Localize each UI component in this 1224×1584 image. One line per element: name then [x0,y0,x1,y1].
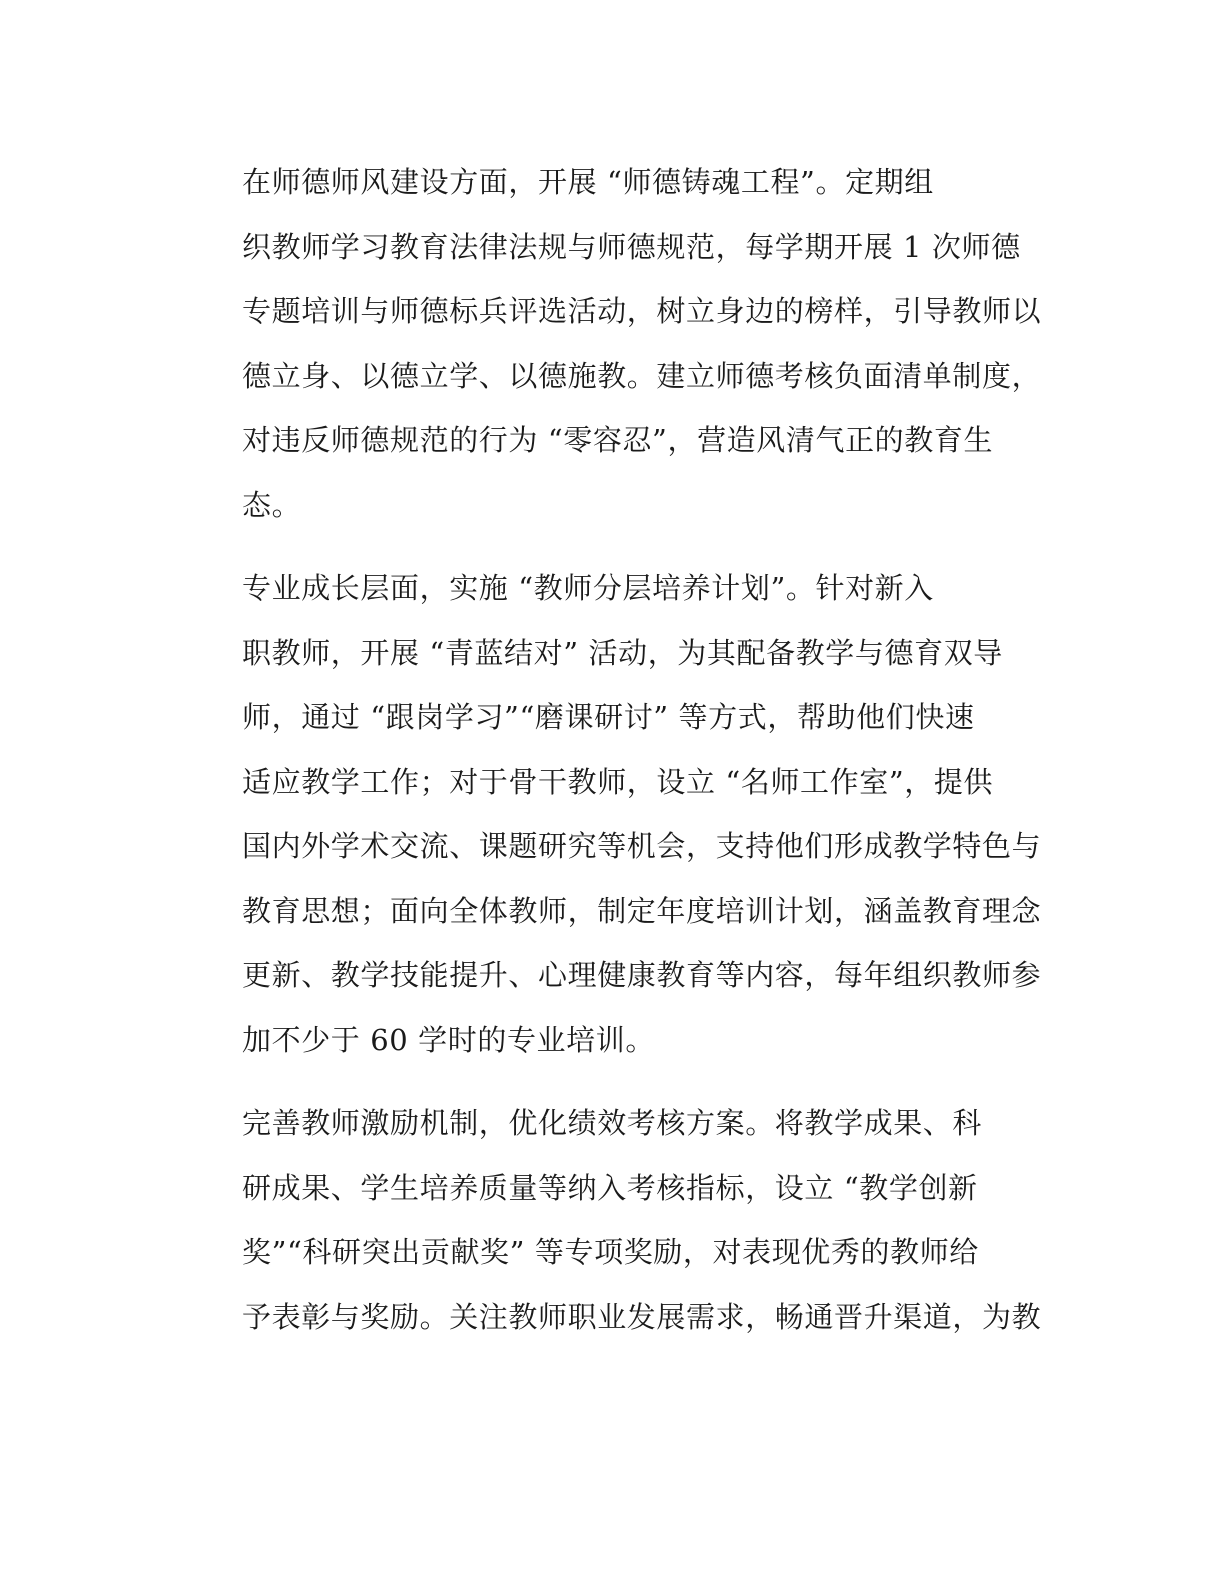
text-line: 职教师，开展 “青蓝结对” 活动，为其配备教学与德育双导 [242,635,1003,670]
text-line: 对违反师德规范的行为 “零容忍”，营造风清气正的教育生 [242,423,994,457]
text-line: 加不少于 60 学时的专业培训。 [242,1022,655,1057]
text-line: 教育思想；面向全体教师，制定年度培训计划，涵盖教育理念 [242,893,1042,928]
paragraph-incentive-mechanism [180,1091,1042,1349]
document-body [180,150,1042,1368]
text-line: 适应教学工作；对于骨干教师，设立 “名师工作室”，提供 [242,764,994,799]
text-line: 在师德师风建设方面，开展 “师德铸魂工程”。定期组 [242,165,934,199]
text-line: 德立身、以德立学、以德施教。建立师德考核负面清单制度， [242,358,1042,393]
text-line: 织教师学习教育法律法规与师德规范，每学期开展 1 次师德 [242,229,1021,264]
text-line: 国内外学术交流、课题研究等机会，支持他们形成教学特色与 [242,829,1042,863]
paragraph-teacher-ethics [180,150,1042,537]
text-line: 完善教师激励机制，优化绩效考核方案。将教学成果、科 [242,1106,983,1140]
text-line: 予表彰与奖励。关注教师职业发展需求，畅通晋升渠道，为教 [242,1299,1042,1334]
text-line: 专业成长层面，实施 “教师分层培养计划”。针对新入 [242,571,934,605]
text-line: 师，通过 “跟岗学习”“磨课研讨” 等方式，帮助他们快速 [242,700,975,734]
paragraph-professional-growth [180,556,1042,1072]
text-line: 更新、教学技能提升、心理健康教育等内容，每年组织教师参 [242,958,1042,992]
text-line: 专题培训与师德标兵评选活动，树立身边的榜样，引导教师以 [242,294,1042,328]
text-line: 研成果、学生培养质量等纳入考核指标，设立 “教学创新 [242,1170,978,1205]
text-line: 奖”“科研突出贡献奖” 等专项奖励，对表现优秀的教师给 [242,1235,979,1269]
text-line: 态。 [242,487,302,522]
